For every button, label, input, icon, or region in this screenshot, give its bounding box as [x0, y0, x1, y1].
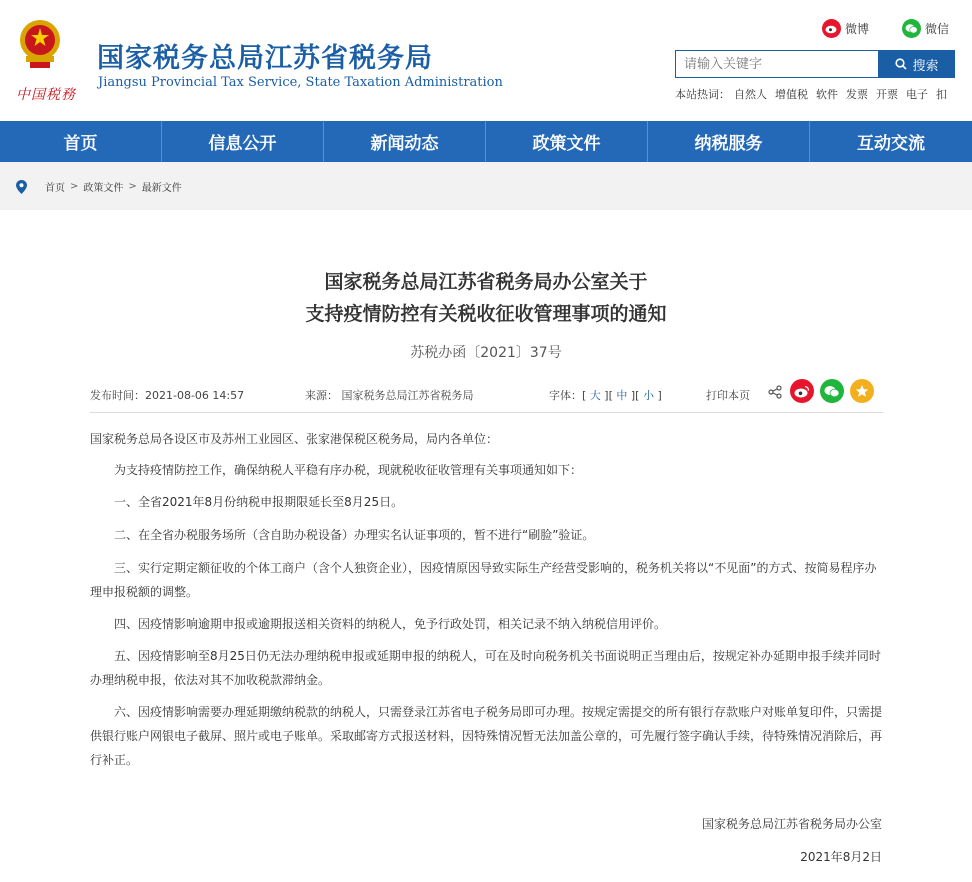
wechat-icon	[824, 385, 840, 398]
hotwords-label: 本站热词：	[675, 88, 730, 101]
weibo-icon	[794, 385, 810, 398]
article-paragraph: 五、因疫情影响至8月25日仍无法办理纳税申报或延期申报的纳税人，可在及时向税务机关书面说明正当理由后，按规定补办延期申报手续并同时办理纳税申报，依法对其不加收税款滞纳金。	[90, 649, 881, 687]
font-size-label: 字体：[	[549, 389, 587, 402]
hotword-link[interactable]: 自然人	[734, 88, 767, 101]
search-input[interactable]	[675, 50, 879, 78]
location-pin-icon	[16, 180, 27, 194]
site-subtitle: Jiangsu Provincial Tax Service, State Taxation Administration	[98, 75, 503, 90]
share-wechat-button[interactable]	[820, 379, 844, 403]
font-size-separator: ][	[630, 389, 640, 402]
nav-item-home[interactable]: 首页	[0, 121, 162, 162]
weibo-link[interactable]	[822, 17, 869, 39]
site-title[interactable]: 国家税务总局江苏省税务局	[97, 43, 433, 74]
publish-time: 发布时间：2021-08-06 14:57	[90, 389, 245, 402]
nav-item-policy[interactable]: 政策文件	[486, 121, 648, 162]
font-size-separator: ]	[657, 389, 662, 402]
article-title-line1: 国家税务总局江苏省税务局办公室关于	[324, 271, 648, 293]
search-button-label: 搜索	[912, 58, 939, 74]
breadcrumb-current[interactable]: 最新文件	[141, 183, 182, 194]
article-salutation: 国家税务总局各设区市及苏州工业园区、张家港保税区税务局，局内各单位：	[90, 432, 499, 446]
breadcrumb-separator: >	[70, 181, 79, 192]
share-buttons	[790, 379, 874, 403]
search-button[interactable]	[879, 50, 955, 78]
meta-divider	[90, 412, 883, 413]
wechat-icon	[902, 19, 921, 38]
national-emblem-icon	[16, 18, 64, 70]
article-title-line2: 支持疫情防控有关税收征收管理事项的通知	[305, 303, 667, 325]
document-number: 苏税办函〔2021〕37号	[410, 345, 562, 361]
font-size-large[interactable]: 大	[589, 389, 601, 402]
article-paragraph: 四、因疫情影响逾期申报或逾期报送相关资料的纳税人，免予行政处罚，相关记录不纳入纳税信用评价。	[114, 617, 667, 631]
weibo-icon	[822, 19, 841, 38]
article-paragraph: 一、全省2021年8月份纳税申报期限延长至8月25日。	[114, 495, 404, 509]
font-size-small[interactable]: 小	[642, 389, 654, 402]
article-paragraph: 为支持疫情防控工作，确保纳税人平稳有序办税，现就税收征收管理有关事项通知如下：	[114, 463, 583, 477]
emblem-caption: 中国税務	[16, 87, 76, 103]
weibo-label: 微博	[845, 21, 870, 36]
breadcrumb-separator: >	[128, 181, 137, 192]
hotword-link[interactable]: 软件	[816, 88, 838, 101]
font-size-medium[interactable]: 中	[616, 389, 628, 402]
hotword-link[interactable]: 增值税	[775, 88, 808, 101]
wechat-label: 微信	[925, 21, 950, 36]
breadcrumb-bar	[0, 162, 972, 210]
article-date: 2021年8月2日	[800, 850, 882, 864]
hotword-link[interactable]: 扣	[936, 88, 947, 101]
article-signature: 国家税务总局江苏省税务局办公室	[701, 817, 882, 831]
breadcrumb	[16, 179, 182, 194]
hotword-link[interactable]: 发票	[846, 88, 868, 101]
nav-item-info-disclosure[interactable]: 信息公开	[162, 121, 324, 162]
print-page-link[interactable]: 打印本页	[706, 389, 750, 402]
share-qzone-button[interactable]	[850, 379, 874, 403]
font-size-control	[549, 387, 662, 403]
breadcrumb-home[interactable]: 首页	[45, 183, 65, 194]
nav-item-interaction[interactable]: 互动交流	[857, 134, 925, 154]
nav-item-tax-service[interactable]: 纳税服务	[648, 121, 810, 162]
article-paragraph: 二、在全省办税服务场所（含自助办税设备）办理实名认证事项的，暂不进行“刷脸”验证。	[114, 528, 595, 542]
star-icon	[855, 384, 869, 398]
share-weibo-button[interactable]	[790, 379, 814, 403]
article-paragraph: 六、因疫情影响需要办理延期缴纳税款的纳税人，只需登录江苏省电子税务局即可办理。按规定需提交的所有银行存款账户对账单复印件，只需提供银行账户网银电子截屏、照片或电子账单。采取邮寄方式报送材料，因特殊情况暂无法加盖公章的，可先履行签字确认手续，待特殊情况消除后，再行补正。	[90, 705, 883, 767]
site-header	[0, 0, 972, 121]
wechat-link[interactable]	[902, 17, 949, 39]
search-icon	[895, 58, 907, 70]
hotword-link[interactable]: 开票	[876, 88, 898, 101]
hotwords-bar	[675, 86, 947, 102]
nav-item-news[interactable]: 新闻动态	[324, 121, 486, 162]
article-source: 来源： 国家税务总局江苏省税务局	[305, 389, 474, 402]
hotword-link[interactable]: 电子	[906, 88, 928, 101]
share-icon[interactable]	[768, 385, 782, 399]
article-paragraph: 三、实行定期定额征收的个体工商户（含个人独资企业），因疫情原因导致实际生产经营受影响的，税务机关将以“不见面”的方式、按简易程序办理申报税额的调整。	[90, 561, 877, 599]
main-nav	[0, 121, 972, 162]
breadcrumb-policy[interactable]: 政策文件	[83, 183, 124, 194]
font-size-separator: ][	[604, 389, 613, 402]
